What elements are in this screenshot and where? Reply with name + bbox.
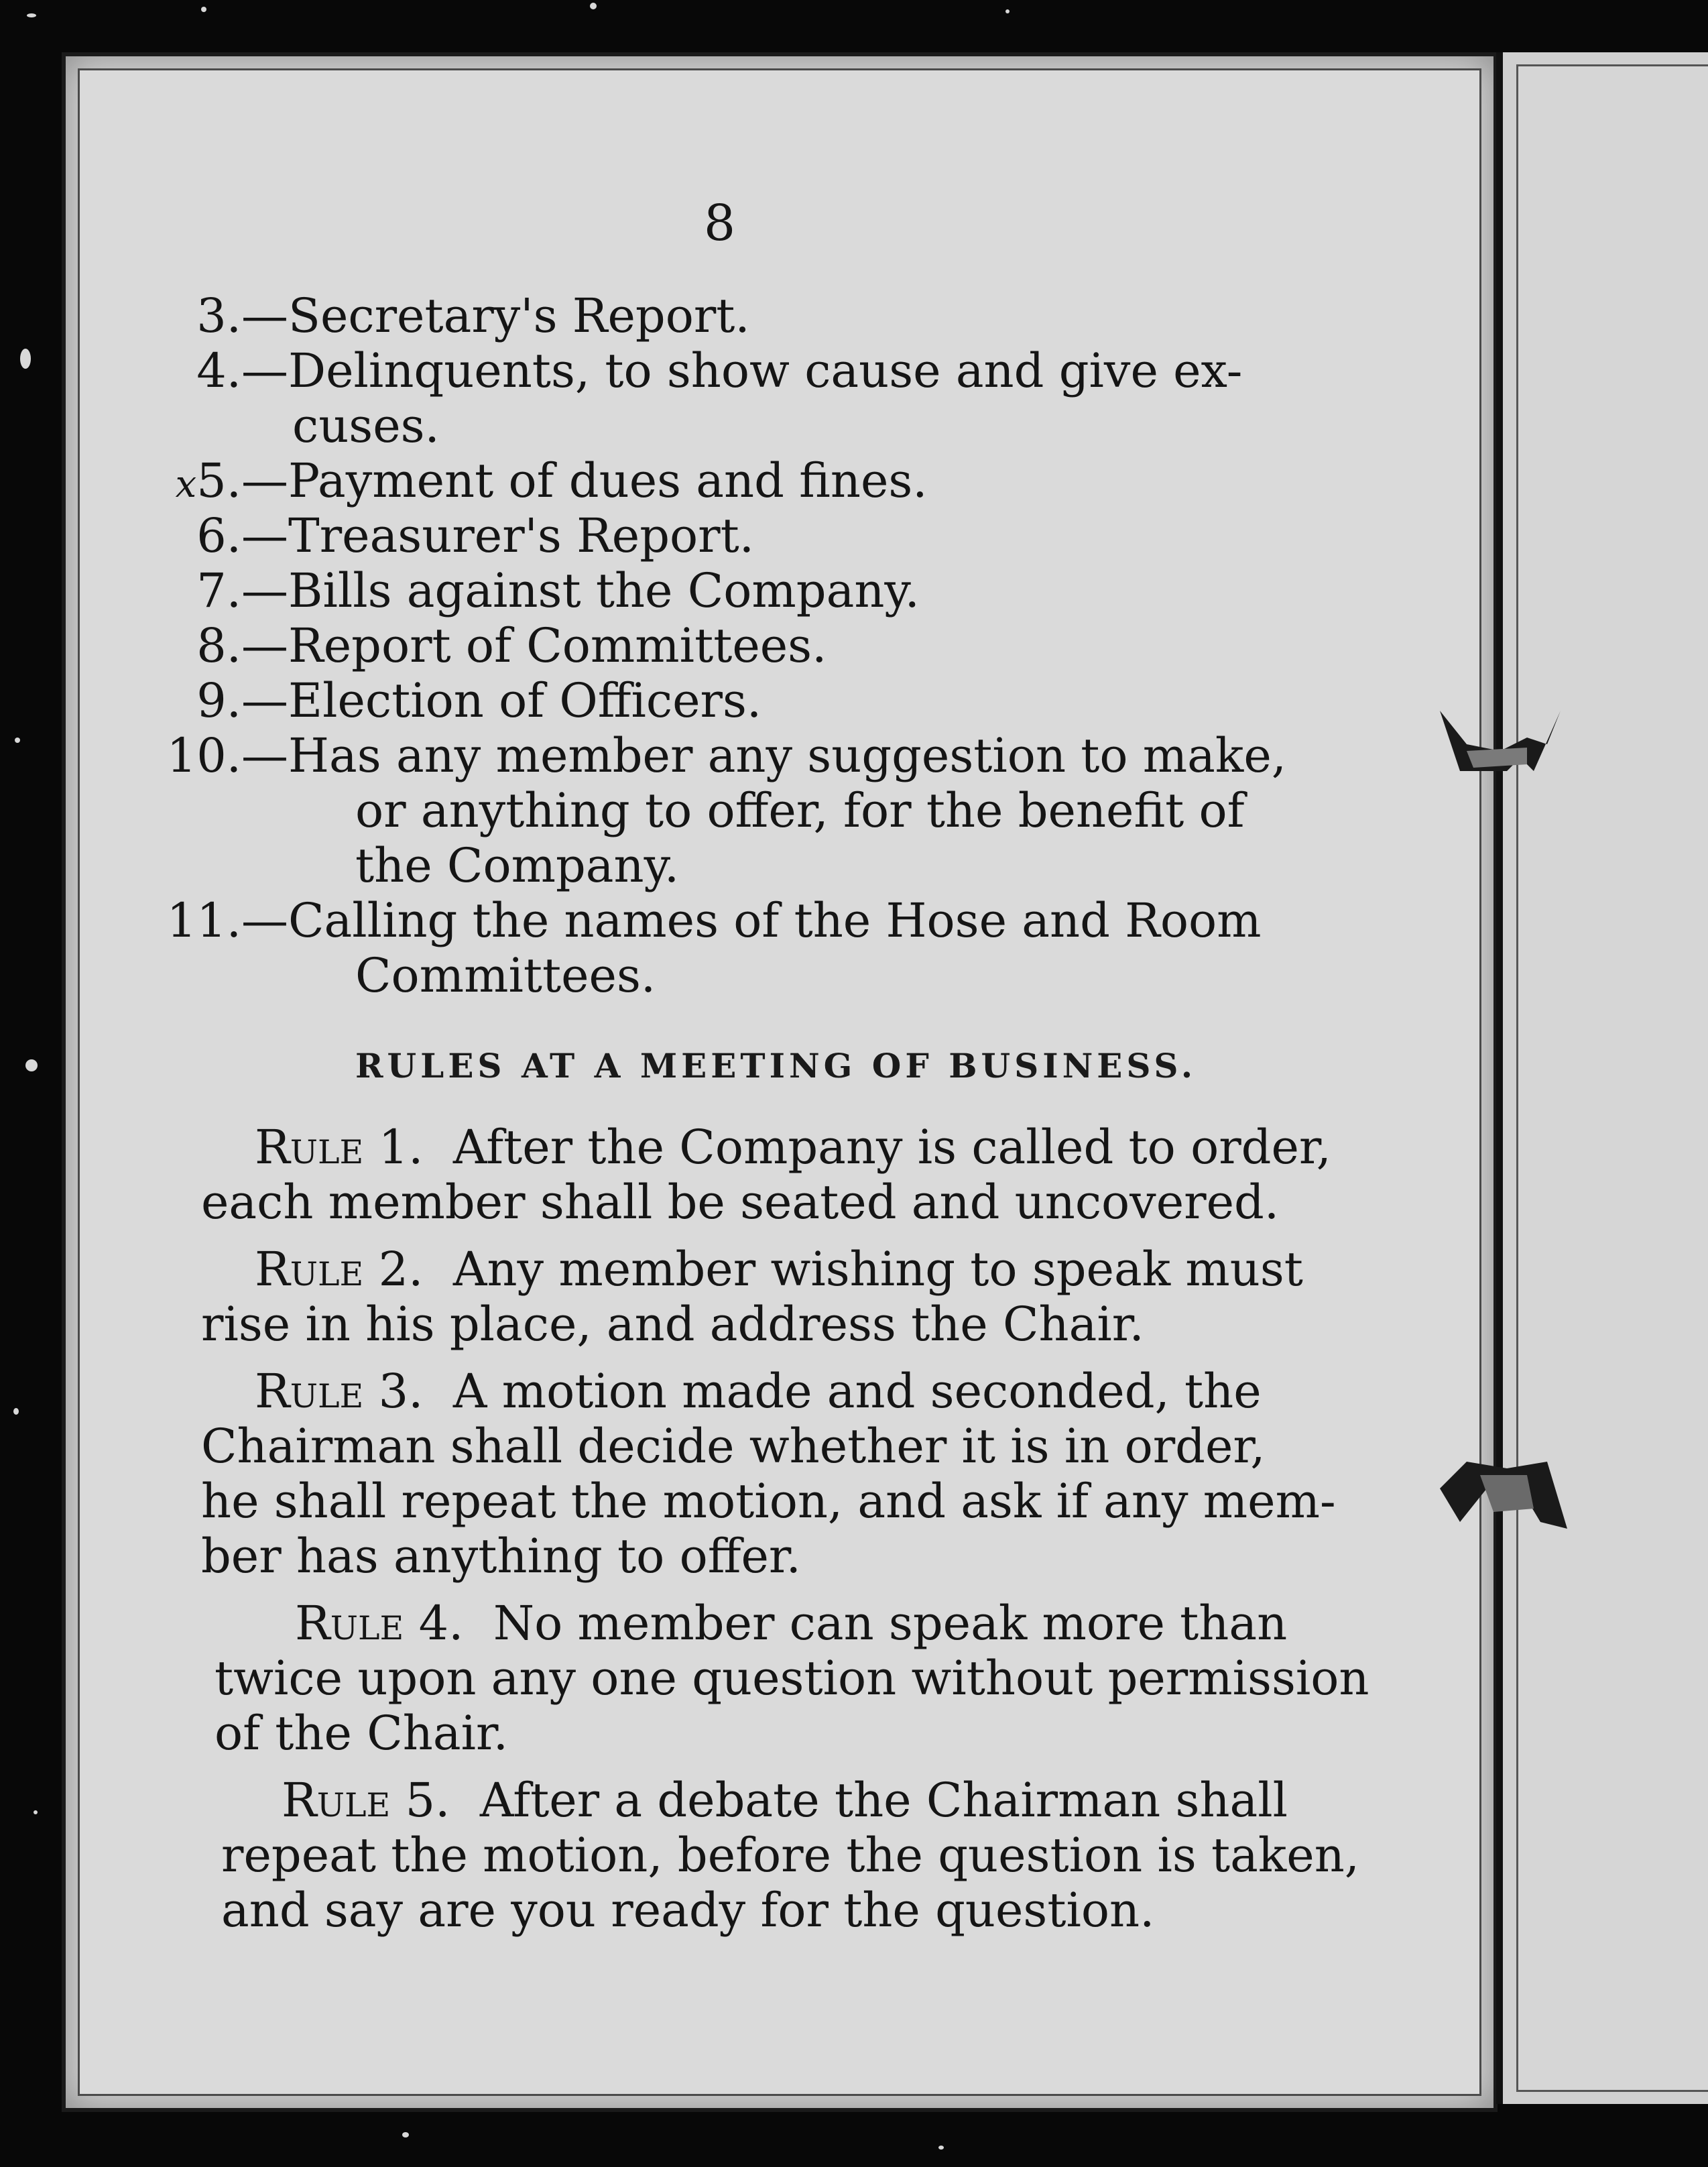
rule-4-continuation: of the Chair. [215,1706,508,1761]
agenda-item-6: 6.—Treasurer's Report. [196,508,755,563]
speckle [20,349,31,369]
rule-2: Rule 2. Any member wishing to speak must [255,1242,1303,1297]
binding-tape-icon [1426,1448,1574,1556]
rule-1: Rule 1. After the Company is called to order, [255,1120,1331,1175]
agenda-item-10-continuation: or anything to offer, for the benefit of [355,783,1245,838]
facing-page-edge [1496,52,1708,2104]
speckle [590,3,597,9]
agenda-item-5: x5.—Payment of dues and fines. [175,453,928,508]
speckle [201,7,206,12]
speckle [402,2132,409,2137]
rule-5-continuation: and say are you ready for the question. [221,1883,1155,1938]
speckle [25,1059,38,1071]
rule-5-continuation: repeat the motion, before the question is taken, [221,1828,1360,1883]
speckle [15,738,20,743]
speckle [34,1810,38,1814]
agenda-item-4: 4.—Delinquents, to show cause and give ex- [196,343,1243,398]
handwritten-mark: x [175,463,197,506]
agenda-item-10: 10.—Has any member any suggestion to make, [166,728,1287,783]
rule-3-continuation: ber has anything to offer. [201,1529,801,1584]
binding-tape-icon [1426,697,1574,805]
rule-4: Rule 4. No member can speak more than [295,1596,1288,1651]
agenda-item-11: 11.—Calling the names of the Hose and Room [166,893,1262,948]
rule-2-continuation: rise in his place, and address the Chair. [201,1297,1144,1352]
speckle [1005,9,1010,13]
speckle [27,13,36,17]
rule-3-continuation: Chairman shall decide whether it is in order, [201,1419,1266,1474]
agenda-item-3: 3.—Secretary's Report. [196,288,750,343]
rule-4-continuation: twice upon any one question without permission [215,1651,1369,1706]
facing-page-frame [1516,64,1708,2092]
page-number: 8 [704,194,736,252]
rule-3: Rule 3. A motion made and seconded, the [255,1364,1262,1419]
agenda-item-9: 9.—Election of Officers. [196,673,762,728]
rule-5: Rule 5. After a debate the Chairman shall [282,1773,1288,1828]
speckle [13,1408,19,1415]
agenda-item-8: 8.—Report of Committees. [196,618,827,673]
agenda-item-4-continuation: cuses. [292,398,440,453]
agenda-item-10-continuation: the Company. [355,838,680,893]
rule-3-continuation: he shall repeat the motion, and ask if any mem- [201,1474,1336,1529]
agenda-item-7: 7.—Bills against the Company. [196,563,920,618]
rule-1-continuation: each member shall be seated and uncovered. [201,1175,1280,1230]
section-heading: RULES AT A MEETING OF BUSINESS. [355,1046,1197,1086]
speckle [938,2146,944,2150]
agenda-item-11-continuation: Committees. [355,948,656,1003]
